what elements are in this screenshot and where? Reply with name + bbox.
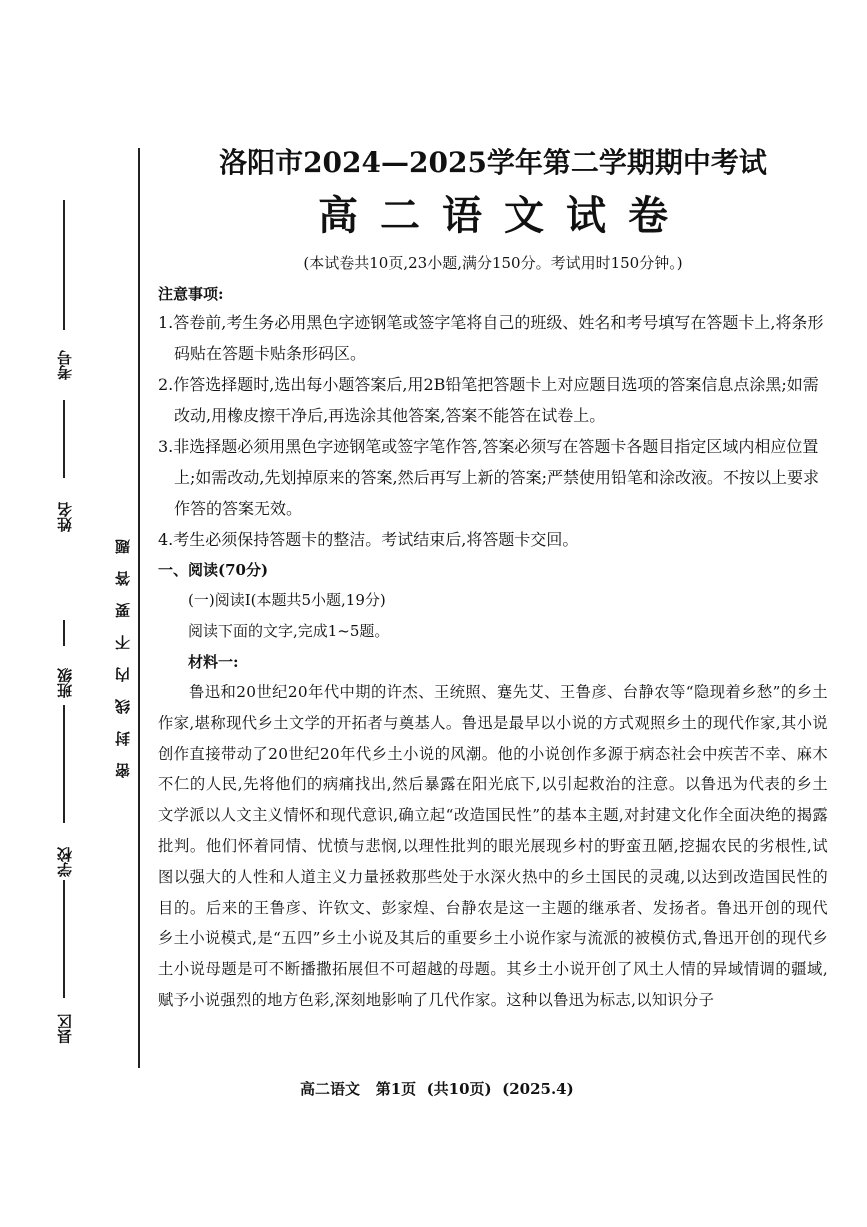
seal-line-text: 密封线内不要答题	[114, 522, 132, 778]
exam-subtitle: 高二语文试卷	[318, 192, 690, 239]
material-paragraph: 鲁迅和20世纪20年代中期的许杰、王统照、蹇先艾、王鲁彦、台静农等“隐现着乡愁”的乡土作家,堪称现代乡土文学的开拓者与奠基人。鲁迅是最早以小说的方式观照乡土的现代作家,其小说创作直接带动了20世纪20年代乡土小说的风潮。他的小说创作多源于病态社会中疾苦不幸、麻木不仁的人民,先将他们的病痛找出,然后暴露在阳光底下,以引起救治的注意。以鲁迅为代表的乡土文学派以人文主义情怀和现代意识,确立起“改造国民性”的基本主题,对封建文化作全面决绝的揭露批判。他们怀着同情、忧愤与悲悯,以理性批判的眼光展现乡村的野蛮丑陋,挖掘农民的劣根性,试图以强大的人性和人道主义力量拯救那些处于水深火热中的乡土国民的灵魂,以达到改造国民性的目的。后来的王鲁彦、许钦文、彭家煌、台静农是这一主题的继承者、发扬者。鲁迅开创的现代乡土小说模式,是“五四”乡土小说及其后的重要乡土小说作家与流派的被模仿式,鲁迅开创的现代乡土小说母题是可不断播撒拓展但不可超越的母题。其乡土小说开创了风土人情的异域情调的疆域,赋予小说强烈的地方色彩,深刻地影响了几代作家。这种以鲁迅为标志,以知识分子	[158, 683, 828, 1009]
reading-instruction: 阅读下面的文字,完成1~5题。	[188, 622, 390, 640]
material-label: 材料一:	[188, 653, 239, 671]
district-blank	[63, 880, 65, 998]
footer-date: (2025.4)	[502, 1080, 574, 1098]
notice-heading: 注意事项:	[158, 285, 224, 303]
class-blank	[63, 620, 65, 646]
part-title: (一)阅读Ⅰ(本题共5小题,19分)	[188, 591, 386, 609]
school-field	[54, 705, 78, 885]
exam-info: (本试卷共10页,23小题,满分150分。考试用时150分钟。)	[303, 254, 683, 272]
school-label: 学校	[56, 847, 74, 877]
name-field	[54, 400, 78, 560]
school-blank	[63, 705, 65, 823]
main-content	[158, 143, 828, 1016]
footer-page: 第1页	[375, 1080, 417, 1098]
name-blank	[63, 400, 65, 478]
section-title: 一、阅读(70分)	[158, 561, 269, 579]
footer-total: (共10页)	[426, 1080, 492, 1098]
notice-item: 4.考生必须保持答题卡的整洁。考试结束后,将答题卡交回。	[158, 530, 579, 549]
name-label: 姓名	[56, 502, 74, 532]
notice-item: 2.作答选择题时,选出每小题答案后,用2B铅笔把答题卡上对应题目选项的答案信息点涂黑;如需改动,用橡皮擦干净后,再选涂其他答案,答案不能答在试卷上。	[158, 375, 819, 425]
district-field	[54, 880, 78, 1044]
class-label: 班级	[56, 668, 74, 698]
notice-item: 1.答卷前,考生务必用黑色字迹钢笔或签字笔将自己的班级、姓名和考号填写在答题卡上,将条形码贴在答题卡贴条形码区。	[158, 313, 824, 363]
page-footer	[300, 1078, 680, 1099]
exam-number-blank	[63, 200, 65, 330]
notice-item: 3.非选择题必须用黑色字迹钢笔或签字笔作答,答案必须写在答题卡各题目指定区域内相应位置上;如需改动,先划掉原来的答案,然后再写上新的答案;严禁使用铅笔和涂改液。不按以上要求作答的答案无效。	[158, 437, 819, 518]
exam-number-field	[54, 200, 78, 390]
binding-line	[138, 148, 140, 1068]
district-label: 县区	[56, 1014, 74, 1044]
exam-title: 洛阳市2024—2025学年第二学期期中考试	[219, 146, 767, 179]
footer-subject: 高二语文	[300, 1080, 361, 1098]
exam-number-label: 考号	[56, 350, 74, 380]
